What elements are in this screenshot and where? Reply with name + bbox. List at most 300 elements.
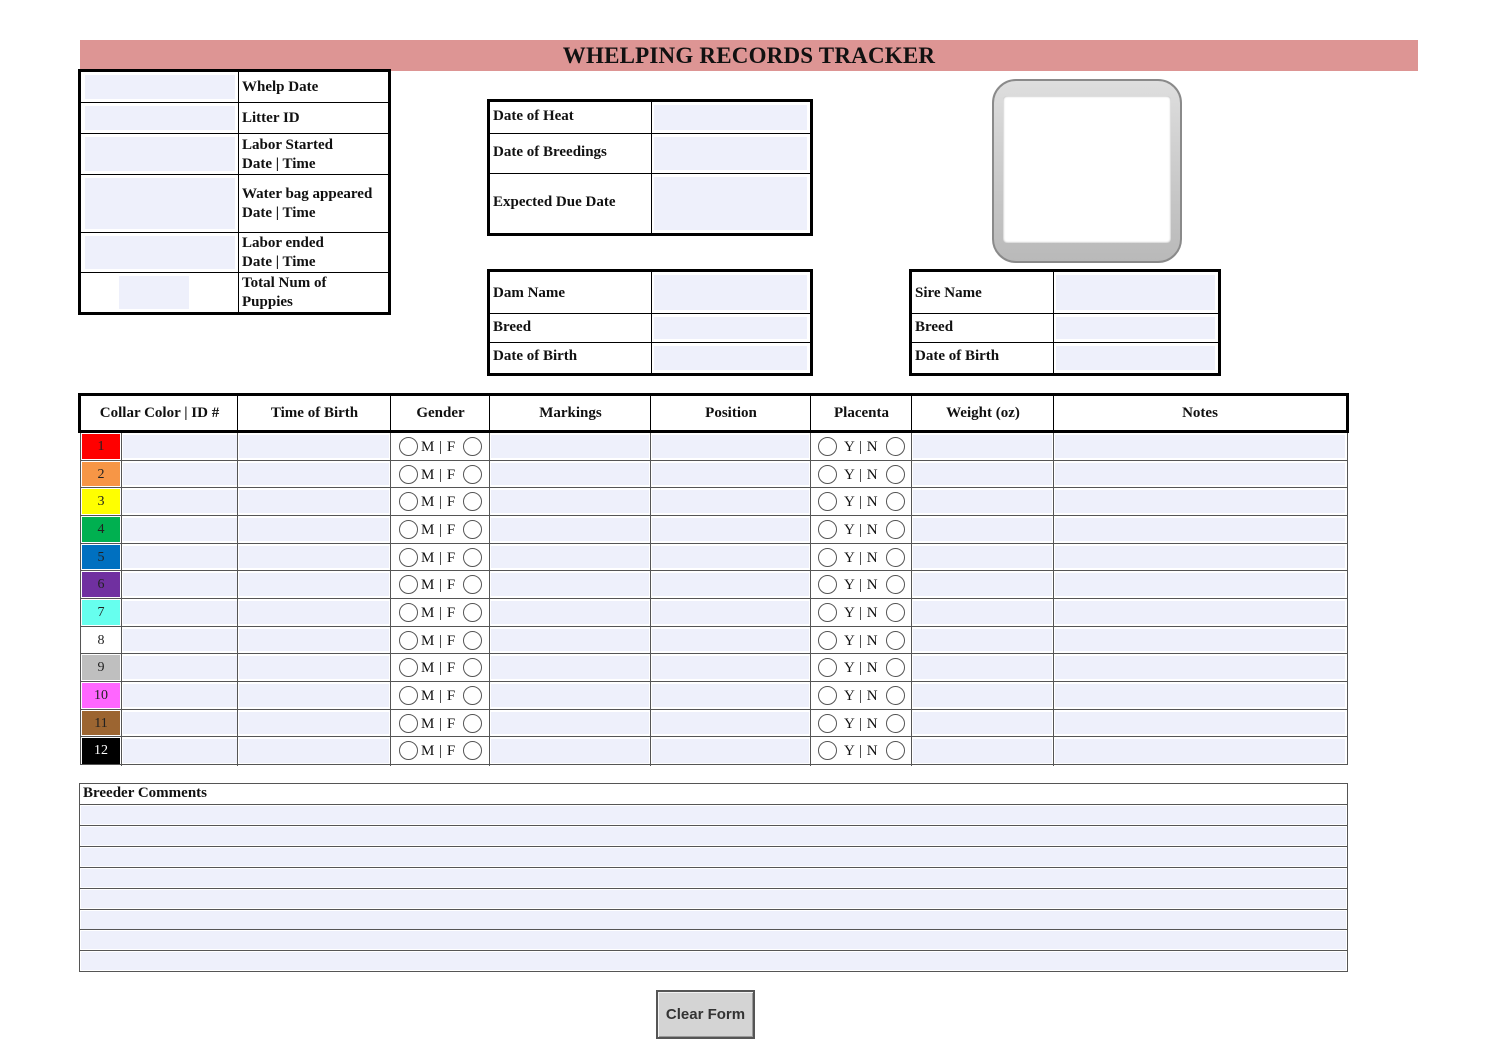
collar-id-field[interactable]	[123, 490, 237, 513]
column-divider	[911, 682, 912, 710]
sire-info-field[interactable]	[1056, 275, 1215, 310]
notes-field[interactable]	[1055, 490, 1345, 513]
collar-color-swatch: 11	[82, 711, 120, 736]
collar-color-swatch: 3	[82, 489, 120, 514]
column-divider	[390, 516, 391, 544]
table-row	[81, 571, 1347, 599]
column-divider	[121, 433, 122, 461]
column-divider	[390, 682, 391, 710]
weight-field[interactable]	[913, 712, 1052, 735]
notes-field[interactable]	[1055, 463, 1345, 486]
dam-info-field[interactable]	[654, 346, 807, 370]
placenta-no-radio[interactable]	[886, 631, 905, 650]
placenta-no-radio[interactable]	[886, 686, 905, 705]
column-divider	[810, 396, 811, 430]
placenta-no-radio[interactable]	[886, 465, 905, 484]
notes-field[interactable]	[1055, 546, 1345, 569]
column-divider	[390, 710, 391, 738]
column-divider	[810, 516, 811, 544]
column-divider	[489, 599, 490, 627]
markings-field[interactable]	[491, 684, 649, 707]
notes-field[interactable]	[1055, 712, 1345, 735]
divider	[80, 804, 1347, 805]
gender-male-radio[interactable]	[399, 741, 418, 760]
collar-id-field[interactable]	[123, 684, 237, 707]
weight-field[interactable]	[913, 463, 1052, 486]
table-row	[81, 627, 1347, 655]
sire-info-label: Date of Birth	[915, 348, 1000, 364]
weight-field[interactable]	[913, 573, 1052, 596]
collar-id-field[interactable]	[123, 629, 237, 652]
column-divider	[390, 571, 391, 599]
column-divider	[489, 654, 490, 682]
collar-id-field[interactable]	[123, 518, 237, 541]
breeding-info-row	[490, 102, 810, 134]
column-divider	[237, 461, 238, 489]
gender-male-radio[interactable]	[399, 575, 418, 594]
column-divider	[237, 654, 238, 682]
column-divider	[810, 599, 811, 627]
column-divider	[238, 103, 239, 133]
markings-field[interactable]	[491, 546, 649, 569]
labor-started-field[interactable]	[85, 137, 235, 171]
dam-info-field[interactable]	[654, 275, 807, 310]
placenta-label: Y | N	[844, 660, 879, 677]
placenta-yes-radio[interactable]	[818, 465, 837, 484]
gender-male-radio[interactable]	[399, 658, 418, 677]
column-divider	[650, 682, 651, 710]
position-field[interactable]	[652, 573, 809, 596]
weight-field[interactable]	[913, 490, 1052, 513]
collar-id-field[interactable]	[123, 546, 237, 569]
column-divider	[810, 654, 811, 682]
label-line: Whelp Date	[242, 79, 319, 95]
divider	[80, 950, 1347, 951]
column-divider	[650, 710, 651, 738]
gender-label: M | F	[421, 632, 456, 649]
label-line: Date | Time	[242, 155, 316, 172]
weight-field[interactable]	[913, 435, 1052, 458]
column-divider	[237, 682, 238, 710]
column-divider	[489, 488, 490, 516]
gender-female-radio[interactable]	[463, 658, 482, 677]
breeding-info-field[interactable]	[654, 177, 807, 230]
notes-field[interactable]	[1055, 739, 1345, 763]
column-divider	[810, 488, 811, 516]
gender-female-radio[interactable]	[463, 741, 482, 760]
table-body	[80, 433, 1348, 765]
breeding-info-row	[490, 134, 810, 174]
header-markings: Markings	[539, 405, 602, 421]
weight-field[interactable]	[913, 684, 1052, 707]
gender-male-radio[interactable]	[399, 686, 418, 705]
weight-field[interactable]	[913, 546, 1052, 569]
header-collar-color: Collar Color | ID #	[99, 405, 220, 421]
sire-info-row	[912, 272, 1218, 314]
column-divider	[911, 737, 912, 766]
placenta-yes-radio[interactable]	[818, 575, 837, 594]
column-divider	[911, 710, 912, 738]
column-divider	[810, 461, 811, 489]
divider	[80, 888, 1347, 889]
position-field[interactable]	[652, 739, 809, 763]
placenta-label: Y | N	[844, 605, 879, 622]
gender-female-radio[interactable]	[463, 492, 482, 511]
placenta-no-radio[interactable]	[886, 658, 905, 677]
placenta-yes-radio[interactable]	[818, 631, 837, 650]
placenta-label: Y | N	[844, 466, 879, 483]
column-divider	[1053, 544, 1054, 572]
whelp-date-label	[242, 78, 386, 97]
collar-color-swatch: 5	[82, 545, 120, 570]
column-divider	[237, 627, 238, 655]
time-of-birth-field[interactable]	[239, 601, 389, 624]
position-field[interactable]	[652, 463, 809, 486]
markings-field[interactable]	[491, 573, 649, 596]
column-divider	[489, 710, 490, 738]
placenta-yes-radio[interactable]	[818, 714, 837, 733]
breeding-info-box	[487, 99, 813, 236]
column-divider	[911, 571, 912, 599]
table-header	[78, 393, 1349, 433]
column-divider	[121, 488, 122, 516]
placenta-yes-radio[interactable]	[818, 686, 837, 705]
table-row	[81, 599, 1347, 627]
table-row	[81, 737, 1347, 765]
dam-info-label: Date of Birth	[493, 348, 578, 364]
dam-info-box	[487, 269, 813, 376]
comment-line-field[interactable]	[81, 806, 1346, 824]
collar-id-field[interactable]	[123, 573, 237, 596]
weight-field[interactable]	[913, 518, 1052, 541]
gender-female-radio[interactable]	[463, 603, 482, 622]
dam-info-label: Dam Name	[493, 285, 566, 301]
table-row	[81, 710, 1347, 738]
placenta-no-radio[interactable]	[886, 714, 905, 733]
label-line: Date | Time	[242, 254, 316, 270]
position-field[interactable]	[652, 546, 809, 569]
puppy-photo-frame[interactable]	[992, 79, 1182, 263]
water-bag-appeared-label	[242, 185, 386, 223]
time-of-birth-field[interactable]	[239, 435, 389, 458]
placenta-yes-radio[interactable]	[818, 520, 837, 539]
column-divider	[237, 571, 238, 599]
gender-female-radio[interactable]	[463, 548, 482, 567]
gender-female-radio[interactable]	[463, 631, 482, 650]
dam-info-row	[490, 343, 810, 373]
column-divider	[121, 654, 122, 682]
collar-id-field[interactable]	[123, 739, 237, 763]
column-divider	[1053, 461, 1054, 489]
column-divider	[390, 461, 391, 489]
header-placenta: Placenta	[834, 405, 889, 421]
collar-color-swatch: 8	[82, 628, 120, 653]
comment-line-field[interactable]	[81, 911, 1346, 929]
column-divider	[489, 627, 490, 655]
position-field[interactable]	[652, 601, 809, 624]
placenta-label: Y | N	[844, 494, 879, 511]
time-of-birth-field[interactable]	[239, 656, 389, 679]
column-divider	[489, 682, 490, 710]
column-divider	[911, 488, 912, 516]
placenta-yes-radio[interactable]	[818, 492, 837, 511]
sire-info-label: Breed	[915, 318, 954, 335]
column-divider	[650, 654, 651, 682]
position-field[interactable]	[652, 435, 809, 458]
gender-male-radio[interactable]	[399, 520, 418, 539]
markings-field[interactable]	[491, 712, 649, 735]
column-divider	[390, 737, 391, 766]
label-line: Puppies	[242, 293, 293, 310]
position-field[interactable]	[652, 490, 809, 513]
gender-female-radio[interactable]	[463, 437, 482, 456]
column-divider	[650, 488, 651, 516]
position-field[interactable]	[652, 656, 809, 679]
markings-field[interactable]	[491, 601, 649, 624]
water-bag-appeared-field[interactable]	[85, 178, 235, 229]
notes-field[interactable]	[1055, 601, 1345, 624]
markings-field[interactable]	[491, 463, 649, 486]
placenta-no-radio[interactable]	[886, 492, 905, 511]
column-divider	[911, 396, 912, 430]
column-divider	[1053, 654, 1054, 682]
divider	[80, 867, 1347, 868]
column-divider	[650, 571, 651, 599]
clear-form-button[interactable]: Clear Form	[656, 990, 755, 1039]
comment-line-field[interactable]	[81, 869, 1346, 887]
table-row	[81, 654, 1347, 682]
position-field[interactable]	[652, 629, 809, 652]
placenta-label: Y | N	[844, 715, 879, 732]
column-divider	[810, 710, 811, 738]
table-row	[81, 488, 1347, 516]
dam-info-row	[490, 272, 810, 314]
collar-id-field[interactable]	[123, 435, 237, 458]
breeding-info-field[interactable]	[654, 137, 807, 170]
collar-id-field[interactable]	[123, 656, 237, 679]
collar-id-field[interactable]	[123, 601, 237, 624]
column-divider	[489, 433, 490, 461]
litter-id-label	[242, 109, 386, 128]
markings-field[interactable]	[491, 656, 649, 679]
placenta-label: Y | N	[844, 439, 879, 455]
column-divider	[1053, 516, 1054, 544]
column-divider	[911, 627, 912, 655]
column-divider	[650, 461, 651, 489]
litter-row-litter-id	[81, 103, 388, 134]
table-row	[81, 544, 1347, 572]
collar-color-swatch: 9	[82, 655, 120, 680]
column-divider	[1053, 488, 1054, 516]
markings-field[interactable]	[491, 518, 649, 541]
column-divider	[650, 599, 651, 627]
label-line: Water bag appeared	[242, 186, 373, 202]
comment-line-field[interactable]	[81, 848, 1346, 866]
dam-info-label: Breed	[493, 318, 532, 335]
column-divider	[238, 233, 239, 272]
weight-field[interactable]	[913, 629, 1052, 652]
breeding-info-label: Date of Heat	[493, 108, 574, 124]
label-line: Total Num of	[242, 274, 327, 291]
gender-male-radio[interactable]	[399, 437, 418, 456]
time-of-birth-field[interactable]	[239, 739, 389, 763]
column-divider	[650, 627, 651, 655]
gender-male-radio[interactable]	[399, 631, 418, 650]
column-divider	[237, 433, 238, 461]
time-of-birth-field[interactable]	[239, 573, 389, 596]
collar-color-swatch: 4	[82, 517, 120, 542]
litter-row-whelp-date	[81, 72, 388, 103]
notes-field[interactable]	[1055, 518, 1345, 541]
position-field[interactable]	[652, 684, 809, 707]
placenta-yes-radio[interactable]	[818, 603, 837, 622]
column-divider	[1053, 599, 1054, 627]
column-divider	[121, 571, 122, 599]
placenta-label: Y | N	[844, 632, 879, 649]
position-field[interactable]	[652, 518, 809, 541]
notes-field[interactable]	[1055, 684, 1345, 707]
markings-field[interactable]	[491, 629, 649, 652]
weight-field[interactable]	[913, 739, 1052, 763]
sire-info-field[interactable]	[1056, 317, 1215, 339]
total-puppies-field[interactable]	[119, 276, 189, 309]
time-of-birth-field[interactable]	[239, 518, 389, 541]
header-position: Position	[705, 405, 757, 421]
column-divider	[237, 710, 238, 738]
column-divider	[489, 516, 490, 544]
time-of-birth-field[interactable]	[239, 684, 389, 707]
collar-id-field[interactable]	[123, 712, 237, 735]
column-divider	[390, 654, 391, 682]
placenta-label: Y | N	[844, 688, 879, 705]
column-divider	[237, 396, 238, 430]
photo-placeholder[interactable]	[1003, 96, 1171, 243]
column-divider	[121, 627, 122, 655]
gender-label: M | F	[421, 439, 456, 455]
column-divider	[1053, 433, 1054, 461]
column-divider	[810, 627, 811, 655]
column-divider	[810, 433, 811, 461]
gender-female-radio[interactable]	[463, 465, 482, 484]
column-divider	[238, 72, 239, 102]
sire-info-row	[912, 343, 1218, 373]
column-divider	[121, 461, 122, 489]
dam-info-field[interactable]	[654, 317, 807, 339]
weight-field[interactable]	[913, 601, 1052, 624]
notes-field[interactable]	[1055, 629, 1345, 652]
column-divider	[238, 134, 239, 174]
column-divider	[390, 627, 391, 655]
collar-color-swatch: 6	[82, 572, 120, 597]
gender-male-radio[interactable]	[399, 603, 418, 622]
whelp-date-field[interactable]	[85, 75, 235, 99]
placenta-yes-radio[interactable]	[818, 658, 837, 677]
collar-id-field[interactable]	[123, 463, 237, 486]
gender-male-radio[interactable]	[399, 492, 418, 511]
markings-field[interactable]	[491, 739, 649, 763]
column-divider	[650, 544, 651, 572]
comment-line-field[interactable]	[81, 827, 1346, 845]
dam-info-row	[490, 314, 810, 343]
column-divider	[390, 433, 391, 461]
position-field[interactable]	[652, 712, 809, 735]
divider	[80, 929, 1347, 930]
divider	[80, 846, 1347, 847]
breeder-comments-label: Breeder Comments	[83, 785, 207, 801]
time-of-birth-field[interactable]	[239, 546, 389, 569]
placenta-no-radio[interactable]	[886, 548, 905, 567]
table-row	[81, 461, 1347, 489]
placenta-no-radio[interactable]	[886, 603, 905, 622]
gender-label: M | F	[421, 660, 456, 677]
litter-id-field[interactable]	[85, 106, 235, 130]
comment-line-field[interactable]	[81, 890, 1346, 908]
form-title: WHELPING RECORDS TRACKER	[80, 40, 1418, 71]
column-divider	[238, 273, 239, 312]
notes-field[interactable]	[1055, 656, 1345, 679]
placenta-no-radio[interactable]	[886, 575, 905, 594]
gender-label: M | F	[421, 688, 456, 705]
column-divider	[237, 737, 238, 766]
labor-ended-field[interactable]	[85, 236, 235, 269]
gender-label: M | F	[421, 743, 456, 760]
label-line: Date | Time	[242, 205, 316, 221]
placenta-yes-radio[interactable]	[818, 741, 837, 760]
column-divider	[390, 488, 391, 516]
label-line: Labor ended	[242, 235, 324, 251]
time-of-birth-field[interactable]	[239, 712, 389, 735]
gender-label: M | F	[421, 715, 456, 732]
gender-female-radio[interactable]	[463, 714, 482, 733]
column-divider	[390, 396, 391, 430]
notes-field[interactable]	[1055, 435, 1345, 458]
collar-color-swatch: 12	[82, 738, 120, 764]
column-divider	[489, 571, 490, 599]
gender-female-radio[interactable]	[463, 575, 482, 594]
weight-field[interactable]	[913, 656, 1052, 679]
comment-line-field[interactable]	[81, 952, 1346, 970]
label-line: Litter ID	[242, 110, 300, 126]
placenta-no-radio[interactable]	[886, 437, 905, 456]
divider	[80, 909, 1347, 910]
time-of-birth-field[interactable]	[239, 629, 389, 652]
comment-line-field[interactable]	[81, 931, 1346, 949]
markings-field[interactable]	[491, 490, 649, 513]
placenta-no-radio[interactable]	[886, 520, 905, 539]
puppy-records-table	[78, 393, 1349, 765]
column-divider	[911, 461, 912, 489]
column-divider	[650, 433, 651, 461]
placenta-yes-radio[interactable]	[818, 437, 837, 456]
gender-female-radio[interactable]	[463, 520, 482, 539]
gender-female-radio[interactable]	[463, 686, 482, 705]
time-of-birth-field[interactable]	[239, 490, 389, 513]
placenta-yes-radio[interactable]	[818, 548, 837, 567]
gender-male-radio[interactable]	[399, 714, 418, 733]
column-divider	[810, 544, 811, 572]
markings-field[interactable]	[491, 435, 649, 458]
sire-info-field[interactable]	[1056, 346, 1215, 370]
gender-male-radio[interactable]	[399, 465, 418, 484]
breeding-info-field[interactable]	[654, 105, 807, 130]
placenta-no-radio[interactable]	[886, 741, 905, 760]
collar-color-swatch: 1	[82, 434, 120, 459]
breeding-info-label: Expected Due Date	[493, 193, 616, 210]
notes-field[interactable]	[1055, 573, 1345, 596]
gender-male-radio[interactable]	[399, 548, 418, 567]
column-divider	[121, 544, 122, 572]
time-of-birth-field[interactable]	[239, 463, 389, 486]
